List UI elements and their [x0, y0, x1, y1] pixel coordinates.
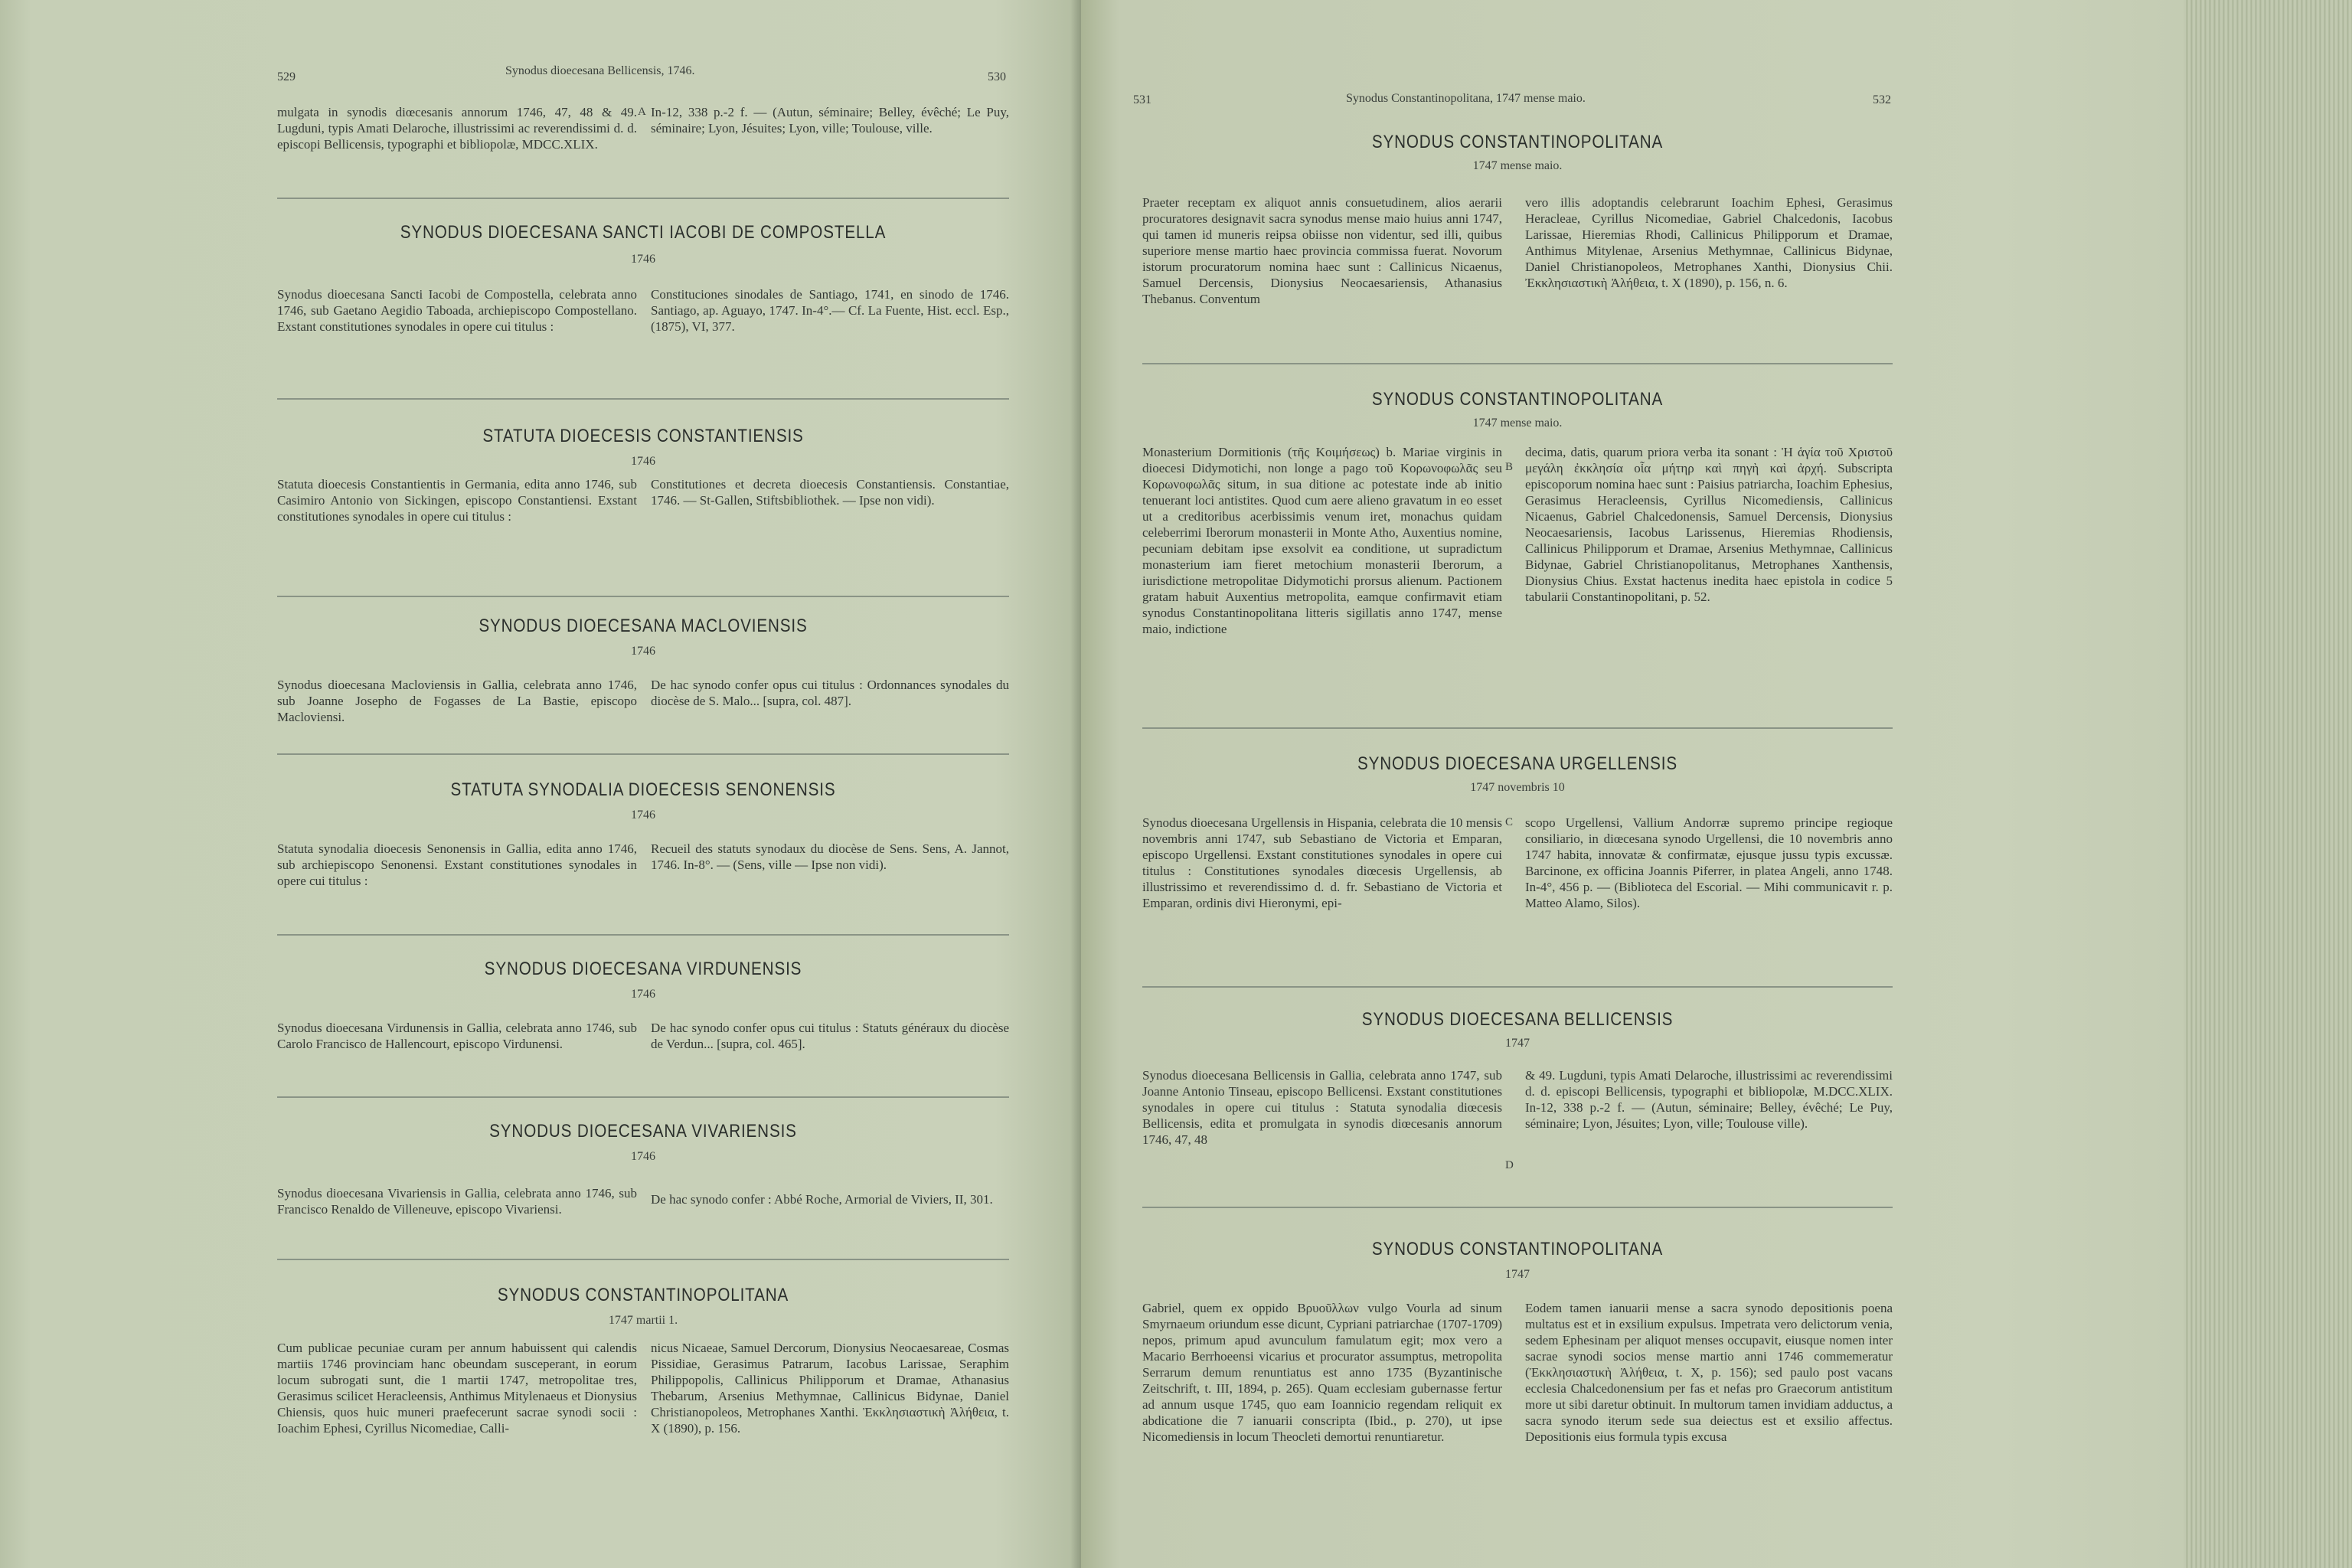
- text-column: Constituciones sinodales de Santiago, 1741, en sinodo de 1746. Santiago, ap. Aguayo, 1747. In-4°.— Cf. La Fuente, Hist. eccl. Esp., (1875), VI, 377.: [651, 287, 1009, 334]
- entry-date: 1747: [1505, 1268, 1530, 1281]
- entry-date: 1747 novembris 10: [1470, 781, 1565, 794]
- text-column: Synodus dioecesana Macloviensis in Gallia, celebrata anno 1746, sub Joanne Josepho de Fogasses de La Bastie, episcopo Macloviensi.: [277, 678, 637, 724]
- text-column: Statuta dioecesis Constantientis in Germania, edita anno 1746, sub Casimiro Antonio von Sickingen, episcopo Constantiensi. Exstant constitutiones synodales in opere cui titulus :: [277, 477, 637, 524]
- synod-entry: [277, 779, 1009, 925]
- page-edges: [2184, 0, 2352, 1568]
- page-number: 532: [1873, 93, 1891, 106]
- section-rule: [1142, 363, 1893, 364]
- synod-entry: [1142, 389, 1893, 726]
- entry-date: 1746: [631, 455, 655, 468]
- text-column: De hac synodo confer : Abbé Roche, Armorial de Viviers, II, 301.: [651, 1192, 993, 1207]
- text-column: Statuta synodalia dioecesis Senonensis in Gallia, edita anno 1746, sub archiepiscopo Senonensi. Exstant constitutiones synodales in opere cui titulus :: [277, 841, 637, 888]
- section-rule: [277, 1259, 1009, 1260]
- synod-entry: [277, 222, 1009, 398]
- margin-marker: B: [1505, 461, 1514, 473]
- synod-entry: [277, 426, 1009, 586]
- section-rule: [277, 1096, 1009, 1098]
- right-page: [1081, 0, 2184, 1568]
- entry-title: SYNODUS DIOECESANA URGELLENSIS: [1357, 753, 1678, 774]
- left-page: [0, 0, 1081, 1568]
- synod-entry: [277, 1121, 1009, 1251]
- entry-title: SYNODUS DIOECESANA MACLOVIENSIS: [479, 616, 808, 636]
- synod-entry: [1142, 1009, 1893, 1200]
- text-column: Synodus dioecesana Sancti Iacobi de Compostella, celebrata anno 1746, sub Gaetano Aegidio Taboada, archiepiscopo Compostellano. Exstant constitutiones synodales in opere cui titulus :: [277, 287, 637, 334]
- entry-date: 1746: [631, 253, 655, 266]
- running-head: Synodus dioecesana Bellicensis, 1746.: [505, 64, 695, 77]
- entry-title: SYNODUS CONSTANTINOPOLITANA: [497, 1285, 789, 1305]
- page-number: 530: [988, 70, 1006, 83]
- entry-date: 1747 mense maio.: [1472, 159, 1563, 172]
- entry-title: STATUTA DIOECESIS CONSTANTIENSIS: [482, 426, 804, 446]
- section-rule: [277, 398, 1009, 400]
- running-head: Synodus Constantinopolitana, 1747 mense maio.: [1346, 92, 1586, 105]
- entry-title: SYNODUS DIOECESANA VIVARIENSIS: [489, 1121, 797, 1142]
- synod-entry: [1142, 1239, 1893, 1568]
- text-column: Monasterium Dormitionis (τῆς Κοιμήσεως) b. Mariae virginis in dioecesi Didymotichi, non longe a pago τοῦ Κορωνοφωλᾶς seu Κορωνοφωλᾶς situm, in sua ditione ac potestate inde ab initio tenuerant loci antistites. Quod cum aere alieno gravatum in eo esset ut a creditoribus acerbissimis venum iret, monachus quidam celeberrimi Iberorum monasterii in Monte Atho, Auxentius nomine, pecuniam debitam ipse exsolvit ea conditione, ut supradictum monasterium iam fieret metochium monasterii Iberorum, a iurisdictione metropolitae Didymotichi prorsus alienum. Pactionem gratam habuit Auxentius metropolita, eamque confirmavit etiam synodus Constantinopolitana litteris sigillatis anno 1747, mense maio, indictione: [1142, 445, 1502, 636]
- entry-title: SYNODUS DIOECESANA BELLICENSIS: [1361, 1009, 1674, 1030]
- text-column: decima, datis, quarum priora verba ita sonant : Ἡ ἁγία τοῦ Χριστοῦ μεγάλη ἐκκλησία οἷα μήτηρ καὶ πηγὴ καὶ ἀρχή. Subscripta episcoporum nomina haec sunt : Paisius patriarcha, Ioachim Ephesius, Gerasimus Heracleensis, Cyrillus Nicomediensis, Callinicus Nicaenus, Gabriel Chalcedonensis, Samuel Dercensis, Dionysius Neocaesariensis, Iacobus Larissenus, Hieremias Rhodiensis, Callinicus Philipporum et Dramae, Arsenius Methymnae, Callinicus Bidynae, Gabriel Christianopolitanus, Metrophanes Xanthensis, Dionysius Chius. Exstat hactenus inedita haec epistola in codice 5 tabularii Constantinopolitani, p. 52.: [1525, 445, 1893, 604]
- synod-entry: [277, 1285, 1009, 1514]
- entry-date: 1746: [631, 1150, 655, 1163]
- text-column: Gabriel, quem ex oppido Βρυοῦλλων vulgo Vourla ad sinum Smyrnaeum oriundum esse dicunt, Cypriani patriarchae (1707-1709) nepos, primum apud avunculum famulatum egit; mox vero a Macario Berrhoeensi vicarius et procurator assumptus, metropolita Serrarum demum renuntiatus est anno 1735 (Byzantinische Zeitschrift, t. III, 1894, p. 265). Quam ecclesiam gubernasse fertur ad annum usque 1745, quo eam Ioannicio regendam reliquit ex abdicatione die 7 ianuarii conscripta (Ibid., p. 270), ut ipse Nicomediensis in locum Theocleti demortui renuntiaretur.: [1142, 1301, 1502, 1444]
- text-column: Synodus dioecesana Virdunensis in Gallia, celebrata anno 1746, sub Carolo Francisco de Hallencourt, episcopo Virdunensi.: [277, 1021, 637, 1051]
- synod-entry: [1142, 753, 1893, 983]
- entry-title: SYNODUS CONSTANTINOPOLITANA: [1371, 1239, 1664, 1259]
- entry-title: SYNODUS CONSTANTINOPOLITANA: [1371, 389, 1664, 410]
- page-number: 531: [1133, 93, 1152, 106]
- synod-entry: [277, 959, 1009, 1089]
- text-column: Constitutiones et decreta dioecesis Constantiensis. Constantiae, 1746. — St-Gallen, Stiftsbibliothek. — Ipse non vidi).: [651, 477, 1009, 508]
- entry-title: SYNODUS DIOECESANA VIRDUNENSIS: [484, 959, 802, 979]
- text-column: Cum publicae pecuniae curam per annum habuissent qui calendis martiis 1746 provinciam hanc obeundam susceperant, in eorum locum subrogati sunt, die 1 martii 1747, metropolitae tres, Gerasimus scilicet Heracleensis, Anthimus Mitylenaeus et Dionysius Chiensis, quos huic muneri praefecerunt sacrae synodi socii : Ioachim Ephesi, Cyrillus Nicomediae, Calli-: [277, 1341, 637, 1436]
- text-column: scopo Urgellensi, Vallium Andorræ supremo principe regioque consiliario, in diœcesana synodo Urgellensi, die 10 novembris anno 1747 habita, innovatæ & confirmatæ, ejusque jussu typis excussæ. Barcinone, ex officina Joannis Piferrer, in platea Angeli, anno 1748. In-4°, 456 p. — (Biblioteca del Escorial. — Mihi communicavit r. p. Matteo Alamo, Silos).: [1525, 815, 1893, 910]
- section-rule: [277, 198, 1009, 199]
- entry-title: SYNODUS CONSTANTINOPOLITANA: [1371, 132, 1664, 152]
- entry-date: 1746: [631, 808, 655, 822]
- section-rule: [1142, 727, 1893, 729]
- text-column: De hac synodo confer opus cui titulus : Statuts généraux du diocèse de Verdun... [supra, col. 465].: [651, 1021, 1009, 1051]
- text-column: De hac synodo confer opus cui titulus : Ordonnances synodales du diocèse de S. Malo... [supra, col. 487].: [651, 678, 1009, 708]
- entry-title: STATUTA SYNODALIA DIOECESIS SENONENSIS: [450, 779, 836, 800]
- entry-date: 1746: [631, 645, 655, 658]
- margin-marker: C: [1505, 816, 1514, 828]
- entry-date: 1747 martii 1.: [608, 1314, 678, 1327]
- text-column: vero illis adoptandis celebrarunt Ioachim Ephesi, Gerasimus Heracleae, Cyrillus Nicomediae, Gabriel Chalcedonis, Iacobus Larissae, Hieremias Rhodi, Callinicus Philipporum et Dramae, Anthimus Mitylenae, Arsenius Methymnae, Callinicus Bidynae, Daniel Christianopoleos, Metrophanes Xanthi, Dionysius Chii. Ἐκκλησιαστικὴ Ἀλήθεια, t. X (1890), p. 156, n. 6.: [1525, 195, 1893, 290]
- entry-title: SYNODUS DIOECESANA SANCTI IACOBI DE COMPOSTELLA: [400, 222, 887, 243]
- text-column: In-12, 338 p.-2 f. — (Autun, séminaire; Belley, évêché; Le Puy, séminaire; Lyon, Jésuites; Lyon, ville; Toulouse, ville.: [651, 105, 1009, 136]
- text-column: Synodus dioecesana Urgellensis in Hispania, celebrata die 10 mensis novembris anni 1747, sub Sebastiano de Victoria et Emparan, episcopo Urgellensi. Exstant constitutiones synodales in opere cui titulus : Constitutiones synodales diœcesis Urgellensis, ab illustrissimo et reverendissimo d. d. fr. Sebastiano de Victoria et Emparan, ordinis divi Hieronymi, epi-: [1142, 815, 1502, 910]
- entry-date: 1747: [1505, 1037, 1530, 1050]
- margin-marker: A: [638, 106, 646, 118]
- section-rule: [277, 753, 1009, 755]
- section-rule: [1142, 1207, 1893, 1208]
- text-column: & 49. Lugduni, typis Amati Delaroche, illustrissimi ac reverendissimi d. d. episcopi Bellicensis, typographi et bibliopolæ, M.DCC.XLIX. In-12, 338 p.-2 f. — (Autun, séminaire; Belley, évêché; Le Puy, séminaire; Lyon, Jésuites; Lyon, ville; Toulouse ville).: [1525, 1068, 1893, 1131]
- section-rule: [1142, 986, 1893, 988]
- text-column: Synodus dioecesana Vivariensis in Gallia, celebrata anno 1746, sub Francisco Renaldo de Villeneuve, episcopo Vivariensi.: [277, 1186, 637, 1217]
- synod-entry: [277, 616, 1009, 746]
- section-rule: [277, 934, 1009, 936]
- text-column: Praeter receptam ex aliquot annis consuetudinem, alios aerarii procuratores designavit sacra synodus mense maio huius anni 1747, qui tamen id muneris reipsa obiisse non videntur, sed illi, quibus superiore mense martio haec provincia commissa fuerat. Novorum istorum procuratorum nomina haec sunt : Callinicus Nicaenus, Samuel Dercensis, Dionysius Neocaesariensis, Athanasius Thebanus. Conventum: [1142, 195, 1502, 306]
- synod-entry: [1142, 132, 1893, 361]
- margin-marker: D: [1505, 1159, 1514, 1171]
- text-column: Synodus dioecesana Bellicensis in Gallia, celebrata anno 1747, sub Joanne Antonio Tinseau, episcopo Bellicensi. Exstant constitutiones synodales in opere cui titulus : Statuta synodalia diœcesis Bellicensis, edita et promulgata in synodis diœcesanis annorum 1746, 47, 48: [1142, 1068, 1502, 1147]
- section-rule: [277, 596, 1009, 597]
- text-column: nicus Nicaeae, Samuel Dercorum, Dionysius Neocaesareae, Cosmas Pissidiae, Gerasimus Patrarum, Iacobus Larissae, Seraphim Philippopolis, Callinicus Philipporum et Dramae, Athanasius Thebarum, Arsenius Methymnae, Callinicus Bidynae, Daniel Christianopoleos, Metrophanes Xanthi. Ἐκκλησιαστικὴ Ἀλήθεια, t. X (1890), p. 156.: [651, 1341, 1009, 1436]
- text-column: Eodem tamen ianuarii mense a sacra synodo depositionis poena multatus est et in exsilium expulsus. Impetrata vero delictorum venia, sedem Ephesinam per aliquot menses occupavit, eiusque nomen inter sacrae synodi socios mense martio anni 1746 commemeratur (Ἐκκλησιαστικὴ Ἀλήθεια, t. X, p. 156); sed paulo post vacans ecclesia Chalcedonensium per fas et nefas pro Graecorum antistitum more ut sibi daretur obtinuit. In multorum tamen invidiam adductus, a sacra synodo iterum sede sua deiectus est et exsilio affectus. Depositionis eius formula typis excusa: [1525, 1301, 1893, 1444]
- entry-date: 1747 mense maio.: [1472, 416, 1563, 430]
- page-number: 529: [277, 70, 296, 83]
- entry-date: 1746: [631, 988, 655, 1001]
- text-column: mulgata in synodis diœcesanis annorum 1746, 47, 48 & 49. Lugduni, typis Amati Delaroche, illustrissimi ac reverendissimi d. d. episcopi Bellicensis, typographi et bibliopolæ, MDCC.XLIX.: [277, 105, 637, 152]
- text-column: Recueil des statuts synodaux du diocèse de Sens. Sens, A. Jannot, 1746. In-8°. — (Sens, ville — Ipse non vidi).: [651, 841, 1009, 872]
